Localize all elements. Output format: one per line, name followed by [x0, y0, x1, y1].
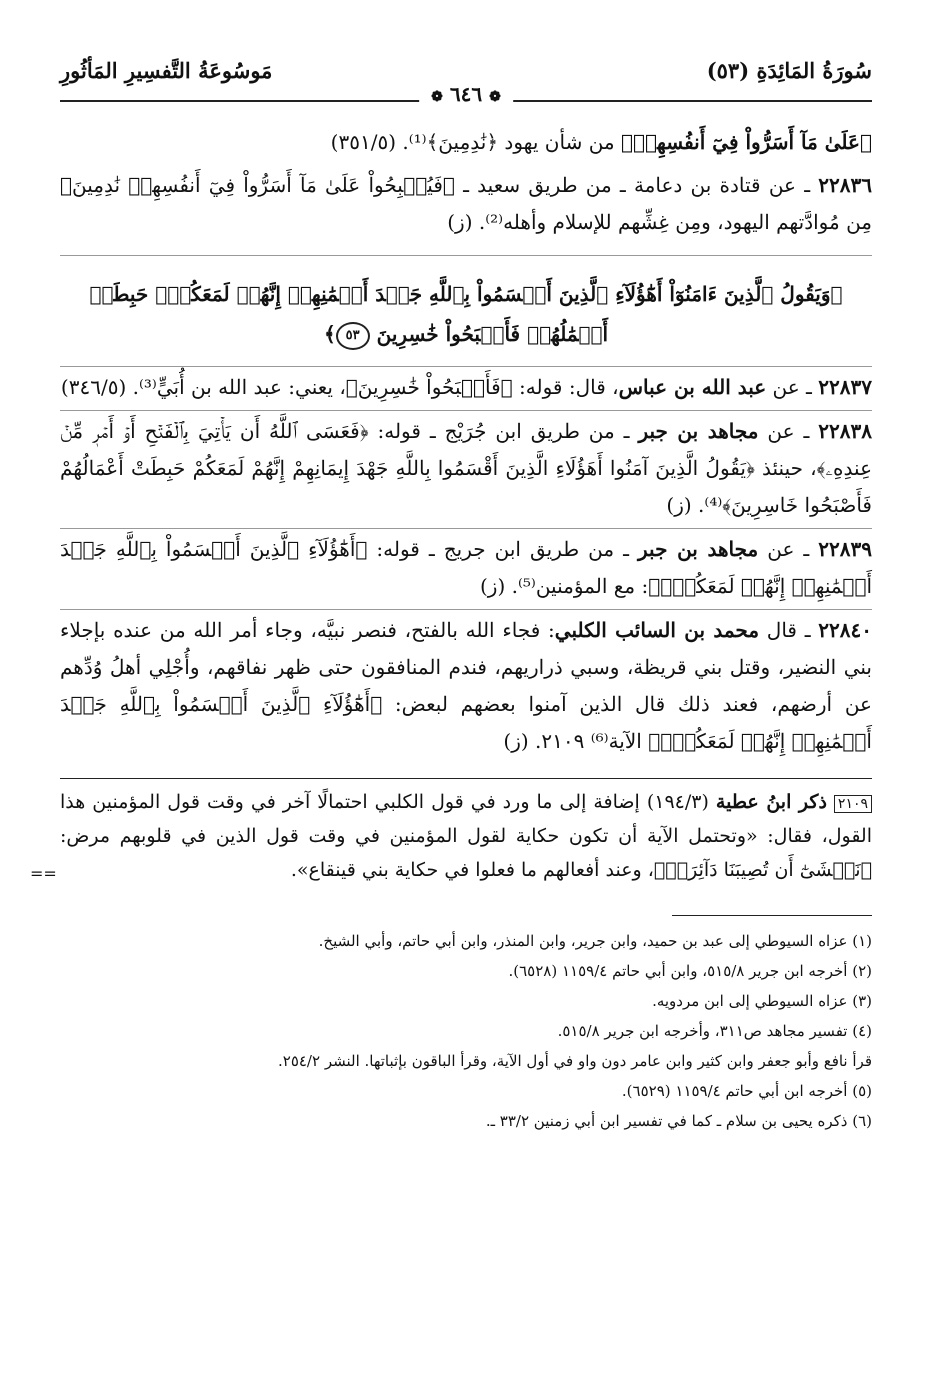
entry-pre: ـ عن — [758, 419, 819, 443]
footnote: قرأ نافع وأبو جعفر وابن كثير وابن عامر دون واو في أول الآية، وقرأ الباقون بإثباتها. النشر ٢٥٤/٢. — [277, 1052, 872, 1070]
continuation-mark: == — [30, 864, 57, 883]
verse-close: ﴾ — [323, 322, 336, 346]
entry-pre: ـ قال — [759, 618, 819, 642]
entry-number: ٢٢٨٤٠ — [818, 618, 872, 642]
entry-22839 — [60, 528, 872, 609]
note-number-box: ٢١٠٩ — [834, 795, 872, 813]
entry-number: ٢٢٨٣٨ — [818, 419, 872, 443]
entry-text: ، قال: قوله: ﴿فَأَصۡبَحُواْ خَٰسِرِينَ﴾، يعني: عبد الله بن أُبَيٍّ⁽³⁾. (٣٤٦/٥) — [60, 375, 619, 399]
entry-text: من شأن يهود ﴿نَٰدِمِينَ﴾⁽¹⁾. (٣٥١/٥) — [330, 130, 621, 154]
entry-continuation — [60, 122, 872, 165]
note-text: (١٩٤/٣) إضافة إلى ما ورد في قول الكلبي احتمالًا آخر في وقت قول المؤمنين هذا القول، فقال: «وتحتمل الآية أن تكون حكاية لقول المؤمنين في وقت قول الذين في قلوبهم مرض: ﴿نَخۡشَىٰٓ أَن تُصِيبَنَا دَآئِرَةٞ﴾، وعند أفعالهم ما فعلوا في حكاية بني قينقاع». — [60, 791, 872, 881]
entry-number: ٢٢٨٣٧ — [818, 375, 872, 399]
main-text — [60, 122, 872, 764]
quran-quote: ﴿عَلَىٰ مَآ أَسَرُّواْ فِيٓ أَنفُسِهِمۡ﴾ — [621, 130, 872, 154]
entry-text: : فجاء الله بالفتح، فنصر نبيَّه، وجاء أمر الله من عنده بإجلاء بني النضير، وقتل بني قريظة، وسبي ذراريهم، فندم المنافقون حتى ظهر نفاقهم، وأُجْلِي أهلُ وُدِّهم عن أرضهم، فعند ذلك قال الذين آمنوا بعضهم لبعض: ﴿أَهَٰٓؤُلَآءِ ٱلَّذِينَ أَقۡسَمُواْ بِٱللَّهِ جَهۡدَ أَيۡمَٰنِهِمۡ إِنَّهُمۡ لَمَعَكُمۡۚ﴾ الآية⁽⁶⁾ ٢١٠٩. (ز) — [60, 618, 872, 753]
commentary-note — [30, 779, 872, 887]
page-number: ٦٤٦ — [449, 82, 483, 106]
page-header — [60, 52, 872, 106]
note-lead: ذكر ابنُ عطية — [715, 791, 827, 813]
surah-title: سُورَةُ المَائِدَةِ (٥٣) — [706, 58, 872, 83]
footnote: (٤) تفسير مجاهد ص٣١١، وأخرجه ابن جرير ٥١٥/٨. — [557, 1022, 872, 1040]
entry-text: ـ من طريق ابن جُرَيْج ـ قوله: ﴿فَعَسَى ٱللَّهُ أَن يَأۡتِيَ بِٱلۡفَتۡحِ أَوۡ أَمۡرٖ مِّنۡ عِندِهِۦ﴾، حينئذ ﴿يَقُولُ الَّذِينَ آمَنُوا أَهَؤُلَاءِ الَّذِينَ أَقْسَمُوا بِاللَّهِ جَهْدَ إِيمَانِهِمْ إِنَّهُمْ لَمَعَكُمْ حَبِطَتْ أَعْمَالُهُمْ فَأَصْبَحُوا خَاسِرِينَ﴾⁽⁴⁾. (ز) — [60, 419, 872, 517]
entry-number: ٢٢٨٣٩ — [818, 537, 873, 561]
verse-number-icon: ٥٣ — [336, 322, 370, 350]
entry-22837 — [60, 366, 872, 410]
entry-number: ٢٢٨٣٦ — [818, 173, 872, 197]
narrator-name: عبد الله بن عباس — [618, 375, 767, 399]
narrator-name: مجاهد بن جبر — [638, 419, 759, 443]
footnote-divider — [672, 915, 872, 916]
footnote: (٢) أخرجه ابن جرير ٥١٥/٨، وابن أبي حاتم ١١٥٩/٤ (٦٥٢٨). — [508, 962, 872, 980]
narrator-name: مجاهد بن جبر — [638, 537, 759, 561]
entry-22840 — [60, 609, 872, 764]
footnote: (٣) عزاه السيوطي إلى ابن مردويه. — [652, 992, 872, 1010]
entry-22836 — [60, 165, 872, 245]
page — [30, 52, 873, 1136]
verse-text: ﴿وَيَقُولُ ٱلَّذِينَ ءَامَنُوٓاْ أَهَٰٓؤُلَآءِ ٱلَّذِينَ أَقۡسَمُواْ بِٱللَّهِ جَهۡدَ أَيۡمَٰنِهِمۡ إِنَّهُمۡ لَمَعَكُمۡۚ حَبِطَتۡ أَعۡمَٰلُهُمۡ فَأَصۡبَحُواْ خَٰسِرِينَ — [89, 282, 843, 346]
entry-text: ـ من طريق ابن جريج ـ قوله: ﴿أَهَٰٓؤُلَآءِ ٱلَّذِينَ أَقۡسَمُواْ بِٱللَّهِ جَهۡدَ أَيۡمَٰنِهِمۡ إِنَّهُمۡ لَمَعَكُمۡۚ﴾: مع المؤمنين⁽⁵⁾. (ز) — [60, 537, 872, 598]
narrator-name: محمد بن السائب الكلبي — [554, 618, 760, 642]
book-title: مَوسُوعَةُ التَّفسِيرِ المَأثُورِ — [60, 58, 273, 83]
footnote: (٦) ذكره يحيى بن سلام ـ كما في تفسير ابن أبي زمنين ٣٣/٢ ـ. — [485, 1112, 872, 1130]
ornament-icon: ❁ — [431, 89, 443, 105]
entry-text: ـ عن قتادة بن دعامة ـ من طريق سعيد ـ ﴿فَيُصۡبِحُواْ عَلَىٰ مَآ أَسَرُّواْ فِيٓ أَنفُسِهِمۡ نَٰدِمِينَ﴾ مِن مُوادَّتهم اليهود، ومِن غِشِّهم للإسلام وأهله⁽²⁾. (ز) — [60, 173, 872, 234]
verse-heading — [60, 255, 872, 366]
entry-22838 — [60, 410, 872, 528]
footnote: (١) عزاه السيوطي إلى عبد بن حميد، وابن جرير، وابن المنذر، وابن أبي حاتم، وأبي الشيخ. — [318, 932, 872, 950]
entry-pre: ـ عن — [766, 375, 819, 399]
footnote: (٥) أخرجه ابن أبي حاتم ١١٥٩/٤ (٦٥٢٩). — [621, 1082, 872, 1100]
ornament-icon: ❁ — [489, 89, 501, 105]
page-number-block — [419, 82, 513, 106]
entry-pre: ـ عن — [758, 537, 819, 561]
footnotes — [60, 926, 872, 1136]
